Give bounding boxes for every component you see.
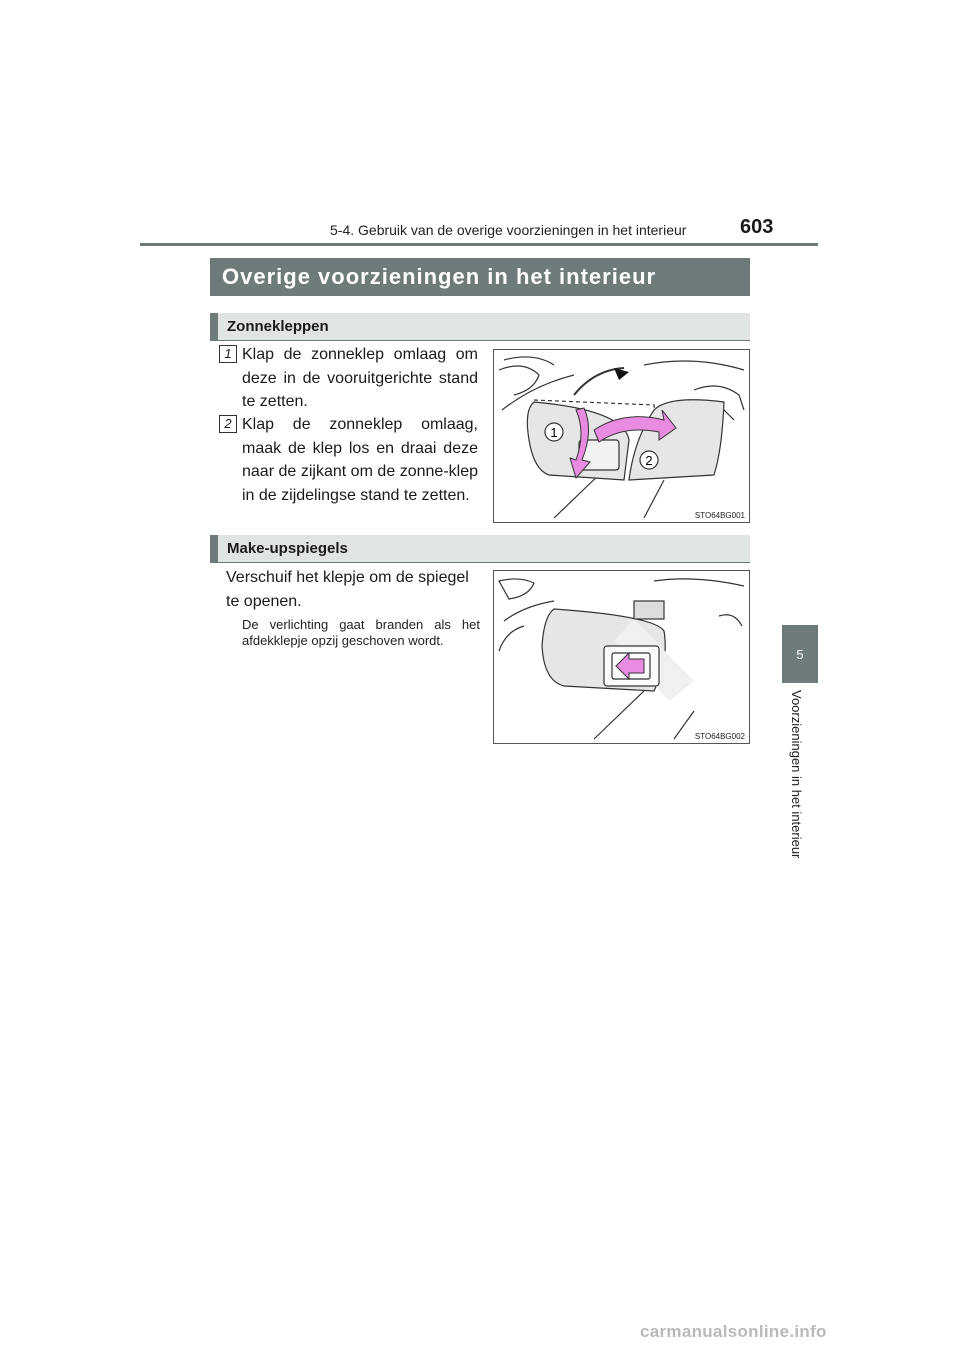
header-rule bbox=[140, 243, 818, 246]
vanity-mirror-instruction: Verschuif het klepje om de spiegel te openen. bbox=[226, 569, 469, 610]
figure-code: STO64BG002 bbox=[694, 732, 745, 741]
step-text: Klap de zonneklep omlaag om deze in de vooruitgerichte stand te zetten. bbox=[242, 346, 478, 410]
chapter-label-text: Voorzieningen in het interieur bbox=[789, 690, 804, 859]
watermark: carmanualsonline.info bbox=[640, 1322, 827, 1341]
section-divider bbox=[210, 562, 750, 563]
callout-1: 1 bbox=[550, 425, 558, 440]
rotate-side-arrow-icon bbox=[594, 410, 676, 442]
figure-code: STO64BG001 bbox=[694, 511, 745, 520]
step-text: Klap de zonneklep omlaag, maak de klep los en draai deze naar de zijkant om de zonne-klep in de zijdelingse stand te zetten. bbox=[242, 416, 478, 504]
page-number: 603 bbox=[740, 216, 774, 238]
section-heading-sun-visors: Zonnekleppen bbox=[210, 313, 750, 341]
chapter-label bbox=[786, 690, 810, 882]
section-divider bbox=[210, 340, 750, 341]
vanity-mirror-note: De verlichting gaat branden als het afdekklepje opzij geschoven wordt. bbox=[242, 617, 480, 648]
step-number: 2 bbox=[219, 415, 237, 433]
vanity-mirror-illustration bbox=[493, 570, 750, 744]
chapter-tab: 5 bbox=[782, 625, 818, 683]
section-heading-vanity-mirrors: Make-upspiegels bbox=[210, 535, 750, 563]
sun-visor-illustration bbox=[493, 349, 750, 523]
fold-down-arrow-icon bbox=[614, 368, 629, 380]
step-number: 1 bbox=[219, 345, 237, 363]
page-title: Overige voorzieningen in het interieur bbox=[210, 258, 750, 296]
section-header-title: 5-4. Gebruik van de overige voorzieningen in het interieur bbox=[330, 222, 687, 238]
callout-2: 2 bbox=[645, 453, 653, 468]
